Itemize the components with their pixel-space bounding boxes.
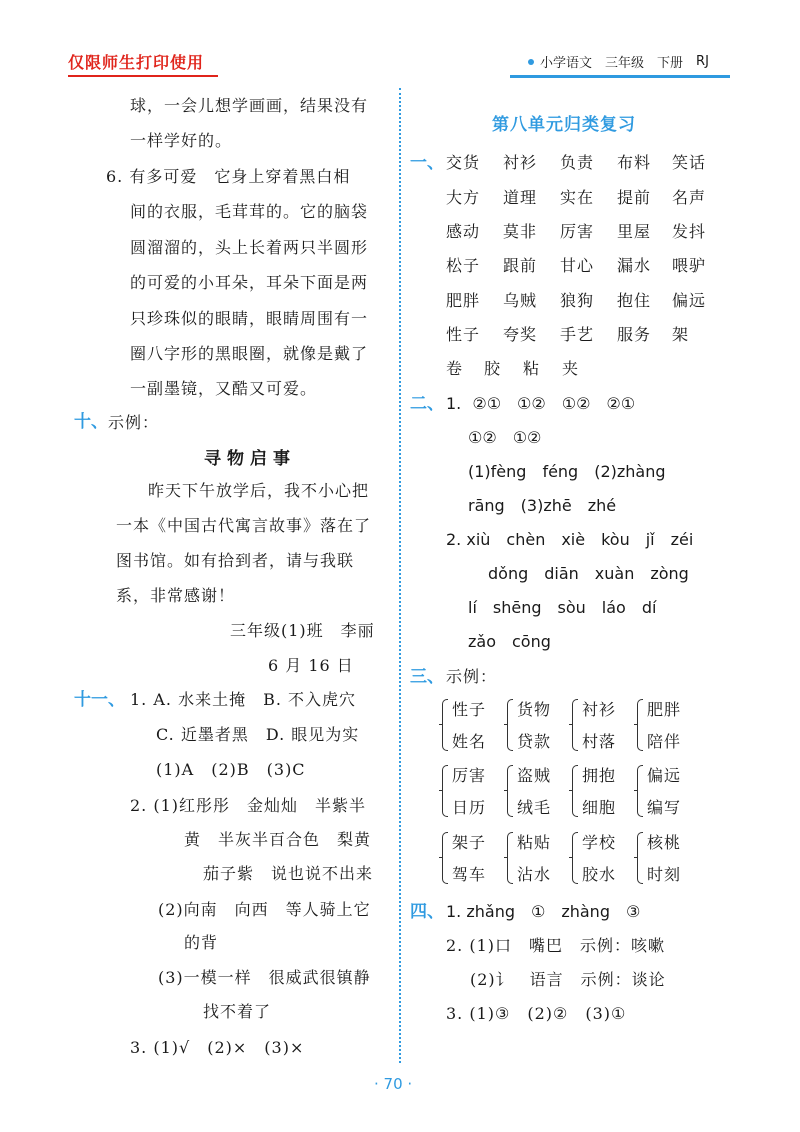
subject-label: 小学语文: [540, 56, 593, 71]
notice-line: 图书馆。如有拾到者，请与我联: [116, 551, 355, 570]
word-pair: [572, 830, 634, 886]
pair-word: 拥抱: [582, 766, 617, 785]
vocab-word: 名声: [672, 188, 707, 207]
vocab-word: 抱住: [617, 291, 652, 310]
volume-label: 下册: [657, 56, 684, 71]
vocab-word: 实在: [560, 188, 595, 207]
vocab-word: 道理: [503, 188, 538, 207]
answer-line: (1)A (2)B (3)C: [156, 760, 306, 779]
answer-line: (3)一模一样 很威武很镇静: [158, 968, 371, 987]
word-pair: [637, 763, 699, 819]
pair-word: 偏远: [647, 766, 682, 785]
word-pair: [637, 830, 699, 886]
pair-word: 编写: [647, 798, 682, 817]
answer-line: 3. (1)③ (2)② (3)①: [446, 1004, 627, 1023]
pair-word: 性子: [452, 700, 487, 719]
answer-line: ①② ①②: [468, 428, 542, 447]
pair-word: 学校: [582, 833, 617, 852]
section-2-label: 二、: [410, 394, 444, 414]
section-10-text: 示例：: [108, 413, 160, 432]
notice-line: 昨天下午放学后，我不小心把: [148, 481, 370, 500]
vocab-word: 手艺: [560, 325, 595, 344]
answer-line: dǒng diān xuàn zòng: [488, 564, 689, 583]
answer-line: 6. 有多可爱 它身上穿着黑白相: [106, 167, 351, 186]
vocab-word: 甘心: [560, 256, 595, 275]
answer-line: 2. (1)红彤彤 金灿灿 半紫半: [130, 796, 367, 815]
answer-line: 间的衣服，毛茸茸的。它的脑袋: [130, 202, 369, 221]
vocab-word: 布料: [617, 153, 652, 172]
pair-word: 驾车: [452, 865, 487, 884]
vocab-word: 厉害: [560, 222, 595, 241]
notice-date: 6 月 16 日: [268, 656, 354, 675]
section-10-label: 十、: [74, 412, 108, 432]
word-pair: [442, 830, 504, 886]
vocab-word: 衬衫: [503, 153, 538, 172]
page-number: · 70 ·: [374, 1075, 413, 1093]
answer-line: 球，一会儿想学画画，结果没有: [130, 96, 369, 115]
vocab-word: 提前: [617, 188, 652, 207]
pair-word: 衬衫: [582, 700, 617, 719]
vocab-word: 乌贼: [503, 291, 538, 310]
vocab-word: 感动: [446, 222, 481, 241]
pair-word: 陪伴: [647, 732, 682, 751]
pair-word: 姓名: [452, 732, 487, 751]
word-pair: [507, 763, 569, 819]
vocab-word: 胶: [484, 359, 502, 378]
notice-line: 一本《中国古代寓言故事》落在了: [116, 516, 372, 535]
word-pair: [572, 763, 634, 819]
answer-line: 茄子紫 说也说不出来: [203, 864, 374, 883]
grade-label: 三年级: [605, 56, 645, 71]
answer-line: 1. ②① ①② ①② ②①: [446, 394, 636, 413]
word-pair: [442, 697, 504, 753]
vocab-word: 交货: [446, 153, 481, 172]
answer-line: 找不着了: [203, 1002, 272, 1021]
vocab-word: 粘: [523, 359, 541, 378]
vocab-word: 喂驴: [672, 256, 707, 275]
answer-line: 一样学好的。: [130, 131, 233, 150]
answer-line: (2)讠 语言 示例：谈论: [470, 970, 666, 989]
vocab-word: 跟前: [503, 256, 538, 275]
answer-line: lí shēng sòu láo dí: [468, 598, 657, 617]
word-pair: [572, 697, 634, 753]
pair-word: 货物: [517, 700, 552, 719]
pair-word: 日历: [452, 798, 487, 817]
vocab-word: 夸奖: [503, 325, 538, 344]
answer-line: 2. xiù chèn xiè kòu jǐ zéi: [446, 530, 694, 549]
answer-line: 2. (1)口 嘴巴 示例：咳嗽: [446, 936, 666, 955]
pair-word: 胶水: [582, 865, 617, 884]
word-pair: [507, 697, 569, 753]
word-pair: [507, 830, 569, 886]
vocab-word: 服务: [617, 325, 652, 344]
answer-line: 3. (1)√ (2)× (3)×: [130, 1038, 305, 1057]
print-notice: 仅限师生打印使用: [68, 53, 205, 72]
pair-word: 盗贼: [517, 766, 552, 785]
answer-line: zǎo cōng: [468, 632, 551, 651]
edition-label: RJ: [696, 54, 709, 69]
vocab-word: 偏远: [672, 291, 707, 310]
vocab-word: 夹: [562, 359, 580, 378]
word-pair: [442, 763, 504, 819]
vocab-word: 里屋: [617, 222, 652, 241]
pair-word: 细胞: [582, 798, 617, 817]
pair-word: 架子: [452, 833, 487, 852]
vocab-word: 莫非: [503, 222, 538, 241]
section-3-text: 示例：: [446, 667, 498, 686]
answer-line: rāng (3)zhē zhé: [468, 496, 617, 515]
answer-line: 1. zhǎng ① zhàng ③: [446, 902, 641, 921]
answer-line: 黄 半灰半百合色 梨黄: [184, 830, 372, 849]
vocab-word: 发抖: [672, 222, 707, 241]
vocab-word: 狼狗: [560, 291, 595, 310]
answer-line: 只珍珠似的眼睛，眼睛周围有一: [130, 309, 369, 328]
answer-line: 圆溜溜的，头上长着两只半圆形: [130, 238, 369, 257]
word-pair: [637, 697, 699, 753]
section-3-label: 三、: [410, 667, 444, 687]
vocab-word: 大方: [446, 188, 481, 207]
pair-word: 沾水: [517, 865, 552, 884]
section-11-label: 十一、: [74, 690, 125, 710]
vocab-word: 负责: [560, 153, 595, 172]
notice-title: 寻物启事: [204, 449, 296, 469]
vocab-word: 架: [672, 325, 690, 344]
bullet-dot-icon: [528, 59, 534, 65]
answer-line: 的背: [184, 933, 219, 952]
answer-line: 1. A. 水来土掩 B. 不入虎穴: [130, 690, 357, 709]
notice-line: 系，非常感谢！: [116, 586, 236, 605]
header-rule-red: [68, 75, 218, 77]
vocab-word: 漏水: [617, 256, 652, 275]
answer-line: 圈八字形的黑眼圈，就像是戴了: [130, 344, 369, 363]
pair-word: 肥胖: [647, 700, 682, 719]
book-info: [528, 52, 709, 71]
vocab-word: 肥胖: [446, 291, 481, 310]
pair-word: 绒毛: [517, 798, 552, 817]
pair-word: 贷款: [517, 732, 552, 751]
notice-signature: 三年级(1)班 李丽: [230, 621, 375, 640]
answer-line: 的可爱的小耳朵，耳朵下面是两: [130, 273, 369, 292]
pair-word: 村落: [582, 732, 617, 751]
column-divider: [399, 88, 401, 1063]
pair-word: 核桃: [647, 833, 682, 852]
answer-line: 一副墨镜，又酷又可爱。: [130, 379, 318, 398]
answer-line: C. 近墨者黑 D. 眼见为实: [156, 725, 360, 744]
vocab-word: 笑话: [672, 153, 707, 172]
pair-word: 厉害: [452, 766, 487, 785]
pair-word: 时刻: [647, 865, 682, 884]
unit-review-title: 第八单元归类复习: [492, 115, 636, 135]
vocab-word: 性子: [446, 325, 481, 344]
answer-line: (1)fèng féng (2)zhàng: [468, 462, 666, 481]
vocab-word: 松子: [446, 256, 481, 275]
pair-word: 粘贴: [517, 833, 552, 852]
header-rule-blue: [510, 75, 730, 78]
section-4-label: 四、: [410, 902, 444, 922]
section-1-label: 一、: [410, 153, 444, 173]
answer-line: (2)向南 向西 等人骑上它: [158, 900, 371, 919]
vocab-word: 卷: [446, 359, 464, 378]
